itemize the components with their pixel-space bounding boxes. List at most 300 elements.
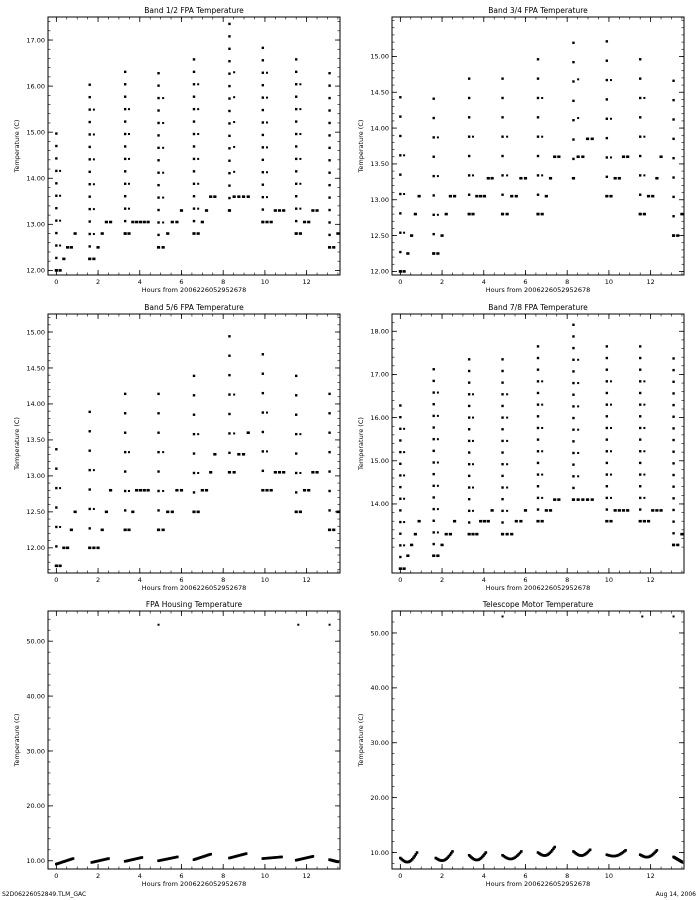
data-point bbox=[581, 498, 584, 501]
data-point bbox=[162, 122, 164, 124]
data-point bbox=[468, 463, 470, 465]
data-point bbox=[157, 109, 159, 111]
data-point bbox=[295, 472, 297, 474]
data-point bbox=[55, 157, 57, 159]
data-point bbox=[128, 158, 130, 160]
data-point bbox=[278, 209, 281, 212]
data-point bbox=[266, 489, 268, 491]
data-point bbox=[157, 72, 159, 74]
data-point bbox=[537, 58, 539, 60]
data-point bbox=[89, 158, 91, 160]
data-point bbox=[74, 232, 77, 235]
data-point bbox=[193, 394, 195, 396]
data-point bbox=[572, 382, 574, 384]
x-tick-label: 6 bbox=[523, 576, 528, 584]
data-point bbox=[672, 544, 674, 546]
x-tick-label: 0 bbox=[54, 278, 59, 286]
data-point bbox=[299, 83, 301, 85]
data-point bbox=[537, 462, 539, 464]
data-point bbox=[403, 270, 405, 272]
data-point bbox=[399, 428, 401, 430]
chart-panel-3 bbox=[13, 303, 340, 592]
data-point bbox=[157, 147, 159, 149]
data-point bbox=[209, 853, 212, 856]
data-point bbox=[162, 97, 164, 99]
data-point bbox=[468, 475, 470, 477]
data-point bbox=[328, 147, 330, 149]
data-point bbox=[282, 471, 285, 474]
data-point bbox=[124, 529, 126, 531]
data-point bbox=[59, 195, 61, 197]
data-point bbox=[70, 529, 73, 532]
data-point bbox=[506, 487, 508, 489]
y-tick-label: 30.00 bbox=[370, 739, 389, 748]
data-point bbox=[399, 115, 401, 117]
data-point bbox=[295, 394, 297, 396]
data-point bbox=[553, 498, 556, 501]
data-point bbox=[537, 194, 539, 196]
data-point bbox=[299, 433, 301, 435]
data-point bbox=[537, 450, 539, 452]
data-point bbox=[643, 97, 645, 99]
data-point bbox=[337, 861, 340, 864]
data-point bbox=[55, 132, 57, 134]
y-tick-label: 14.00 bbox=[370, 124, 389, 133]
data-point bbox=[572, 324, 574, 326]
data-point bbox=[414, 533, 417, 536]
x-tick-label: 12 bbox=[646, 278, 655, 286]
x-tick-label: 10 bbox=[260, 576, 270, 584]
data-point bbox=[128, 133, 130, 135]
data-point bbox=[336, 232, 339, 235]
data-point bbox=[201, 489, 204, 492]
data-point bbox=[101, 529, 104, 532]
data-point bbox=[445, 213, 448, 216]
data-point bbox=[399, 451, 401, 453]
chart-panel-2 bbox=[357, 6, 684, 294]
data-point bbox=[93, 158, 95, 160]
data-point bbox=[124, 509, 126, 511]
data-point bbox=[193, 108, 195, 110]
data-point bbox=[501, 486, 503, 488]
data-point bbox=[266, 450, 268, 452]
x-tick-label: 6 bbox=[179, 872, 184, 880]
data-point bbox=[639, 213, 641, 215]
data-point bbox=[399, 498, 401, 500]
data-point bbox=[55, 467, 57, 469]
data-point bbox=[639, 438, 641, 440]
data-point bbox=[606, 368, 608, 370]
data-point bbox=[157, 122, 159, 124]
data-point bbox=[228, 97, 230, 99]
y-tick-label: 15.00 bbox=[370, 457, 389, 466]
data-point bbox=[501, 463, 503, 465]
data-point bbox=[572, 428, 574, 430]
data-point bbox=[501, 77, 503, 79]
data-point bbox=[162, 246, 164, 248]
data-point bbox=[475, 533, 478, 536]
x-tick-label: 2 bbox=[95, 872, 101, 880]
data-point bbox=[468, 381, 470, 383]
x-tick-label: 2 bbox=[439, 872, 445, 880]
data-point bbox=[433, 555, 435, 557]
data-point bbox=[93, 133, 95, 135]
y-axis-label: Temperature (C) bbox=[357, 119, 365, 173]
data-point bbox=[55, 526, 57, 528]
data-point bbox=[70, 246, 73, 249]
data-point bbox=[307, 221, 310, 224]
data-point bbox=[651, 509, 654, 512]
data-point bbox=[541, 450, 543, 452]
data-point bbox=[639, 194, 641, 196]
data-point bbox=[433, 117, 435, 119]
data-point bbox=[175, 489, 178, 492]
data-point bbox=[135, 489, 138, 492]
data-point bbox=[639, 497, 641, 499]
data-point bbox=[93, 547, 95, 549]
data-point bbox=[55, 232, 57, 234]
data-point bbox=[672, 234, 674, 236]
data-point bbox=[622, 509, 625, 512]
y-tick-label: 12.00 bbox=[26, 266, 45, 275]
data-point bbox=[553, 846, 556, 849]
data-point bbox=[193, 170, 195, 172]
data-series bbox=[55, 624, 339, 866]
data-point bbox=[171, 511, 174, 514]
data-point bbox=[672, 485, 674, 487]
data-point bbox=[124, 133, 126, 135]
data-point bbox=[506, 136, 508, 138]
data-point bbox=[618, 177, 621, 180]
data-point bbox=[659, 155, 662, 158]
data-point bbox=[572, 100, 574, 102]
data-point bbox=[483, 520, 486, 523]
x-tick-label: 6 bbox=[179, 576, 184, 584]
data-point bbox=[606, 98, 608, 100]
data-point bbox=[453, 520, 456, 523]
data-point bbox=[572, 440, 574, 442]
data-point bbox=[403, 451, 405, 453]
plot-frame bbox=[392, 17, 684, 275]
data-point bbox=[66, 246, 69, 249]
data-point bbox=[89, 547, 91, 549]
data-point bbox=[157, 470, 159, 472]
data-point bbox=[93, 469, 95, 471]
data-point bbox=[157, 221, 159, 223]
data-point bbox=[311, 209, 314, 212]
data-point bbox=[143, 489, 146, 492]
data-point bbox=[139, 489, 142, 492]
data-point bbox=[124, 96, 126, 98]
data-point bbox=[537, 155, 539, 157]
data-point bbox=[262, 59, 264, 61]
data-point bbox=[468, 510, 470, 512]
data-point bbox=[545, 195, 548, 198]
data-point bbox=[468, 428, 470, 430]
data-point bbox=[626, 509, 629, 512]
data-point bbox=[193, 71, 195, 73]
data-point bbox=[501, 428, 503, 430]
data-point bbox=[399, 556, 401, 558]
data-point bbox=[643, 520, 645, 522]
data-point bbox=[606, 357, 608, 359]
data-point bbox=[72, 857, 75, 860]
y-tick-label: 40.00 bbox=[370, 684, 389, 693]
data-point bbox=[501, 97, 503, 99]
data-point bbox=[614, 509, 617, 512]
x-tick-label: 6 bbox=[523, 872, 528, 880]
y-tick-label: 17.00 bbox=[370, 370, 389, 379]
data-point bbox=[449, 533, 452, 536]
data-point bbox=[399, 474, 401, 476]
data-point bbox=[303, 221, 306, 224]
data-point bbox=[501, 370, 503, 372]
data-point bbox=[139, 221, 142, 224]
data-point bbox=[55, 182, 57, 184]
y-tick-label: 13.00 bbox=[26, 472, 45, 481]
data-point bbox=[399, 416, 401, 418]
data-point bbox=[162, 197, 164, 199]
data-point bbox=[672, 157, 674, 159]
data-point bbox=[610, 520, 612, 522]
data-point bbox=[128, 108, 130, 110]
data-point bbox=[328, 72, 330, 74]
data-point bbox=[328, 159, 330, 161]
data-point bbox=[157, 84, 159, 86]
data-point bbox=[399, 96, 401, 98]
data-point bbox=[506, 463, 508, 465]
data-point bbox=[399, 270, 401, 272]
data-point bbox=[506, 417, 508, 419]
data-point bbox=[437, 485, 439, 487]
data-point bbox=[157, 97, 159, 99]
data-point bbox=[328, 451, 330, 453]
data-point bbox=[109, 489, 112, 492]
data-point bbox=[162, 490, 164, 492]
data-point bbox=[680, 213, 683, 216]
data-point bbox=[639, 462, 641, 464]
data-point bbox=[59, 245, 61, 247]
data-point bbox=[399, 232, 401, 234]
data-point bbox=[541, 404, 543, 406]
data-point bbox=[639, 116, 641, 118]
data-point bbox=[572, 394, 574, 396]
data-point bbox=[399, 173, 401, 175]
data-point bbox=[468, 135, 470, 137]
data-point bbox=[262, 411, 264, 413]
data-point bbox=[468, 405, 470, 407]
data-point bbox=[468, 440, 470, 442]
x-tick-label: 0 bbox=[54, 576, 59, 584]
data-point bbox=[491, 509, 494, 512]
data-point-outlier bbox=[673, 615, 675, 617]
data-point bbox=[643, 213, 645, 215]
data-point bbox=[107, 857, 110, 860]
chart-title: Band 3/4 FPA Temperature bbox=[488, 6, 588, 15]
data-point bbox=[266, 72, 268, 74]
data-point bbox=[74, 511, 77, 514]
data-point bbox=[55, 448, 57, 450]
y-tick-label: 12.50 bbox=[370, 231, 389, 240]
data-point bbox=[197, 233, 199, 235]
data-point bbox=[399, 135, 401, 137]
data-point bbox=[299, 158, 301, 160]
data-point bbox=[299, 208, 301, 210]
data-point bbox=[197, 108, 199, 110]
y-tick-label: 18.00 bbox=[370, 327, 389, 336]
data-point bbox=[328, 509, 330, 511]
data-point bbox=[672, 497, 674, 499]
x-tick-label: 8 bbox=[565, 278, 570, 286]
data-point bbox=[233, 146, 235, 148]
data-point bbox=[472, 174, 474, 176]
data-point bbox=[639, 450, 641, 452]
x-tick-label: 4 bbox=[137, 576, 142, 584]
data-point bbox=[445, 533, 448, 536]
data-point bbox=[295, 183, 297, 185]
y-axis-label: Temperature (C) bbox=[357, 417, 365, 470]
data-point bbox=[228, 209, 230, 211]
data-point bbox=[672, 196, 674, 198]
data-point bbox=[437, 461, 439, 463]
data-point bbox=[572, 138, 574, 140]
data-point bbox=[262, 109, 264, 111]
data-point bbox=[89, 133, 91, 135]
data-point bbox=[433, 543, 435, 545]
data-point bbox=[262, 196, 264, 198]
data-point bbox=[89, 469, 91, 471]
x-tick-label: 10 bbox=[604, 278, 614, 286]
data-point bbox=[577, 156, 579, 158]
data-point bbox=[237, 453, 240, 456]
data-point bbox=[228, 48, 230, 50]
x-tick-label: 12 bbox=[302, 576, 311, 584]
data-point bbox=[328, 184, 330, 186]
data-point bbox=[433, 98, 435, 100]
data-point bbox=[128, 183, 130, 185]
data-point bbox=[501, 213, 503, 215]
data-point bbox=[59, 170, 61, 172]
data-point bbox=[440, 544, 443, 547]
data-point bbox=[639, 415, 641, 417]
data-point bbox=[332, 246, 335, 249]
data-point bbox=[228, 413, 230, 415]
data-point bbox=[643, 174, 645, 176]
data-point bbox=[545, 509, 548, 512]
data-point bbox=[472, 487, 474, 489]
data-point bbox=[680, 533, 683, 536]
x-tick-label: 10 bbox=[604, 576, 614, 584]
data-point bbox=[537, 368, 539, 370]
data-point bbox=[166, 511, 169, 514]
data-point bbox=[468, 486, 470, 488]
data-point bbox=[577, 499, 579, 501]
data-point bbox=[328, 432, 330, 434]
data-point bbox=[55, 170, 57, 172]
data-point bbox=[157, 509, 159, 511]
data-point bbox=[193, 207, 195, 209]
data-point bbox=[433, 194, 435, 196]
x-tick-label: 4 bbox=[481, 576, 486, 584]
data-point bbox=[577, 429, 579, 431]
data-point bbox=[606, 156, 608, 158]
data-point bbox=[295, 96, 297, 98]
data-point bbox=[541, 427, 543, 429]
data-point bbox=[262, 184, 264, 186]
data-point bbox=[403, 193, 405, 195]
data-point bbox=[639, 345, 641, 347]
data-point bbox=[157, 246, 159, 248]
data-point bbox=[639, 392, 641, 394]
y-tick-label: 20.00 bbox=[370, 793, 389, 802]
x-axis-label: Hours from 2006226052952678 bbox=[485, 286, 591, 294]
data-point bbox=[266, 146, 268, 148]
data-point bbox=[193, 58, 195, 60]
y-tick-label: 13.00 bbox=[370, 196, 389, 205]
data-point bbox=[213, 195, 216, 198]
data-point bbox=[93, 258, 95, 260]
data-point bbox=[541, 97, 543, 99]
x-tick-label: 8 bbox=[221, 872, 226, 880]
data-point bbox=[549, 177, 552, 180]
data-point bbox=[606, 473, 608, 475]
y-tick-label: 50.00 bbox=[26, 637, 45, 646]
data-point bbox=[124, 232, 126, 234]
data-point bbox=[162, 147, 164, 149]
data-point bbox=[656, 849, 659, 852]
data-point bbox=[295, 452, 297, 454]
data-point bbox=[295, 491, 297, 493]
data-point bbox=[274, 471, 277, 474]
data-point bbox=[639, 155, 641, 157]
data-point bbox=[643, 136, 645, 138]
data-point bbox=[328, 134, 330, 136]
data-point bbox=[93, 109, 95, 111]
data-point bbox=[672, 404, 674, 406]
data-point bbox=[295, 511, 297, 513]
data-point bbox=[128, 490, 130, 492]
data-point bbox=[672, 509, 674, 511]
data-point bbox=[295, 195, 297, 197]
data-point bbox=[89, 220, 91, 222]
data-point bbox=[228, 35, 230, 37]
data-point bbox=[96, 547, 99, 550]
y-tick-label: 12.00 bbox=[370, 267, 389, 276]
data-point bbox=[501, 116, 503, 118]
data-point bbox=[328, 84, 330, 86]
data-point bbox=[228, 60, 230, 62]
data-point bbox=[572, 405, 574, 407]
data-point bbox=[262, 84, 264, 86]
data-point bbox=[295, 433, 297, 435]
data-point bbox=[233, 171, 235, 173]
data-point bbox=[537, 392, 539, 394]
data-point bbox=[175, 221, 178, 224]
data-point bbox=[433, 450, 435, 452]
data-point bbox=[606, 415, 608, 417]
data-point bbox=[193, 433, 195, 435]
data-point bbox=[328, 221, 330, 223]
data-point bbox=[93, 208, 95, 210]
data-point bbox=[166, 232, 169, 235]
x-tick-label: 8 bbox=[565, 872, 570, 880]
data-point bbox=[433, 391, 435, 393]
data-point bbox=[403, 568, 405, 570]
data-point bbox=[328, 529, 330, 531]
data-point bbox=[672, 381, 674, 383]
data-point bbox=[433, 175, 435, 177]
data-point bbox=[433, 233, 435, 235]
